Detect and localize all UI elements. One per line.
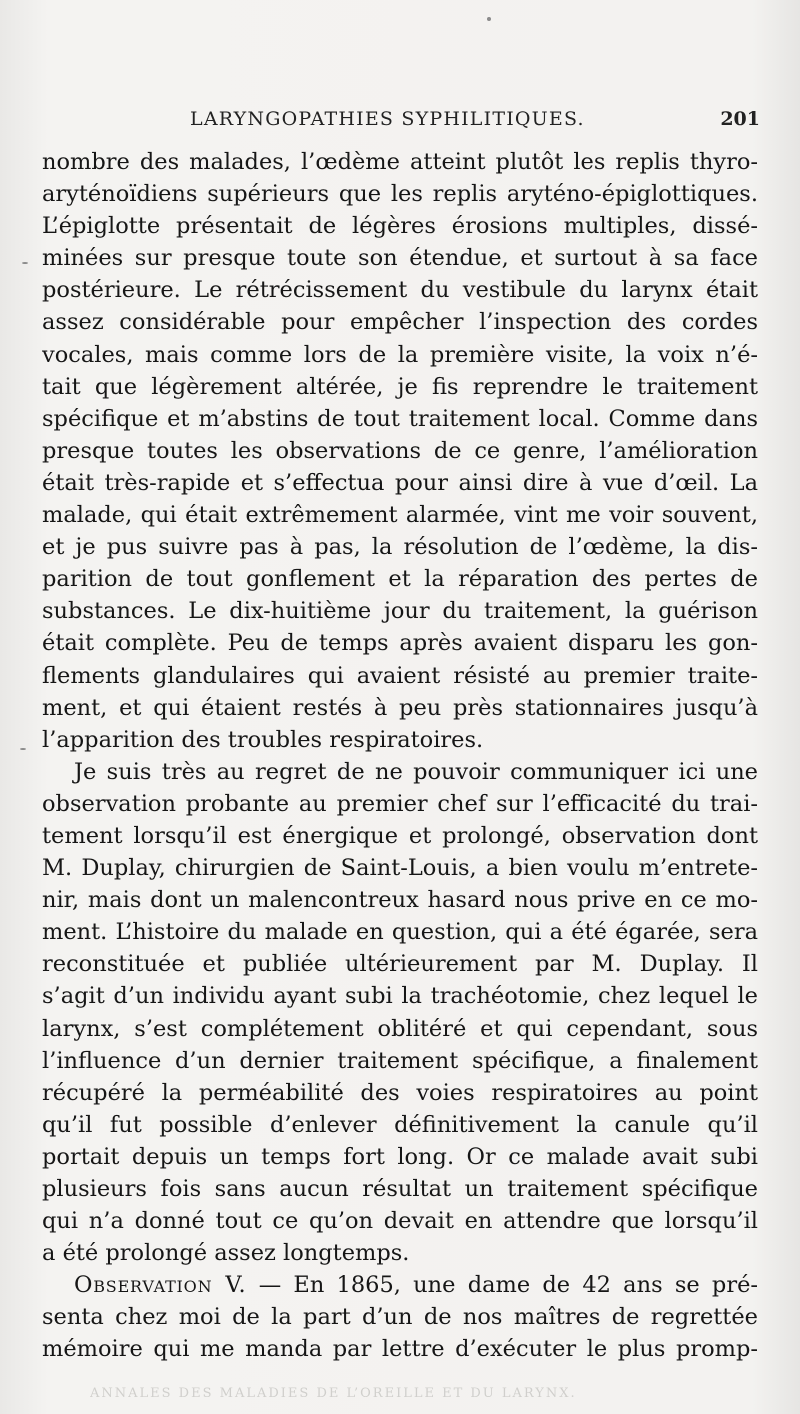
text-line: malade, qui était extrêmement alarmée, vint me voir souvent, [42, 502, 758, 529]
text-line: portait depuis un temps fort long. Or ce malade avait subi [42, 1143, 758, 1170]
margin-mark [22, 262, 28, 264]
text-line [42, 1269, 758, 1301]
text-line: aryténoïdiens supérieurs que les replis aryténo-épiglottiques. [42, 181, 758, 208]
text-line: s’agit d’un individu ayant subi la trachéotomie, chez lequel le [42, 983, 758, 1010]
text-line: l’influence d’un dernier traitement spécifique, a finalement [42, 1047, 758, 1074]
text-line: était complète. Peu de temps après avaient disparu les gon- [42, 630, 758, 657]
text-line: ment, et qui étaient restés à peu près stationnaires jusqu’à [42, 694, 758, 721]
paragraph [42, 1269, 758, 1365]
text-line: senta chez moi de la part d’un de nos maîtres de regrettée [42, 1304, 758, 1331]
text-line: M. Duplay, chirurgien de Saint-Louis, a bien voulu m’entrete- [42, 855, 758, 882]
paragraph [42, 756, 758, 1270]
text-line: a été prolongé assez longtemps. [42, 1240, 410, 1267]
text-line: était très-rapide et s’effectua pour ainsi dire à vue d’œil. La [42, 469, 758, 496]
observation-label: Observation V. [74, 1272, 247, 1299]
observation-text: — En 1865, une dame de 42 ans se pré- [246, 1272, 758, 1299]
text-line: mémoire qui me manda par lettre d’exécuter le plus promp- [42, 1336, 758, 1363]
text-line: plusieurs fois sans aucun résultat un traitement spécifique [42, 1176, 758, 1202]
text-line: récupéré la perméabilité des voies respiratoires au point [42, 1079, 758, 1106]
text-line: reconstituée et publiée ultérieurement par M. Duplay. Il [42, 951, 758, 978]
text-line: minées sur presque toute son étendue, et surtout à sa face [42, 245, 758, 272]
show-through-footer: ANNALES DES MALADIES DE L’OREILLE ET DU LARYNX. [90, 1386, 577, 1401]
text-line: larynx, s’est complétement oblitéré et qui cependant, sous [42, 1015, 758, 1042]
text-line: L’épiglotte présentait de légères érosions multiples, dissé- [42, 213, 758, 240]
body-text [42, 146, 758, 1366]
paragraph [42, 146, 758, 756]
text-line: assez considérable pour empêcher l’inspection des cordes [42, 309, 758, 336]
text-line: vocales, mais comme lors de la première visite, la voix n’é- [42, 341, 758, 368]
text-line: tait que légèrement altérée, je fis reprendre le traitement [42, 373, 758, 400]
text-line: presque toutes les observations de ce genre, l’amélioration [42, 437, 758, 464]
page-number: 201 [720, 108, 760, 130]
text-line: parition de tout gonflement et la réparation des pertes de [42, 566, 758, 593]
text-line: postérieure. Le rétrécissement du vestibule du larynx était [42, 277, 758, 304]
text-line: qu’il fut possible d’enlever définitivement la canule qu’il [42, 1111, 758, 1138]
text-line: observation probante au premier chef sur l’efficacité du trai- [42, 790, 758, 817]
text-line: spécifique et m’abstins de tout traitement local. Comme dans [42, 405, 758, 432]
running-title: LARYNGOPATHIES SYPHILITIQUES. [190, 108, 585, 130]
text-line: qui n’a donné tout ce qu’on devait en attendre que lorsqu’il [42, 1208, 758, 1235]
text-line: tement lorsqu’il est énergique et prolongé, observation dont [42, 822, 758, 849]
text-line: Je suis très au regret de ne pouvoir communiquer ici une [74, 758, 758, 785]
text-line: ment. L’histoire du malade en question, qui a été égarée, sera [42, 919, 758, 946]
text-line: flements glandulaires qui avaient résisté au premier traite- [42, 662, 758, 689]
margin-mark [20, 748, 26, 750]
text-line: l’apparition des troubles respiratoires. [42, 726, 484, 753]
page-header [190, 108, 760, 138]
text-line: nir, mais dont un malencontreux hasard nous prive en ce mo- [42, 887, 758, 914]
paper-speck [487, 17, 491, 21]
text-line: et je pus suivre pas à pas, la résolution de l’œdème, la dis- [42, 534, 758, 561]
text-line: nombre des malades, l’œdème atteint plutôt les replis thyro- [42, 149, 758, 175]
text-line: substances. Le dix-huitième jour du traitement, la guérison [42, 598, 758, 625]
